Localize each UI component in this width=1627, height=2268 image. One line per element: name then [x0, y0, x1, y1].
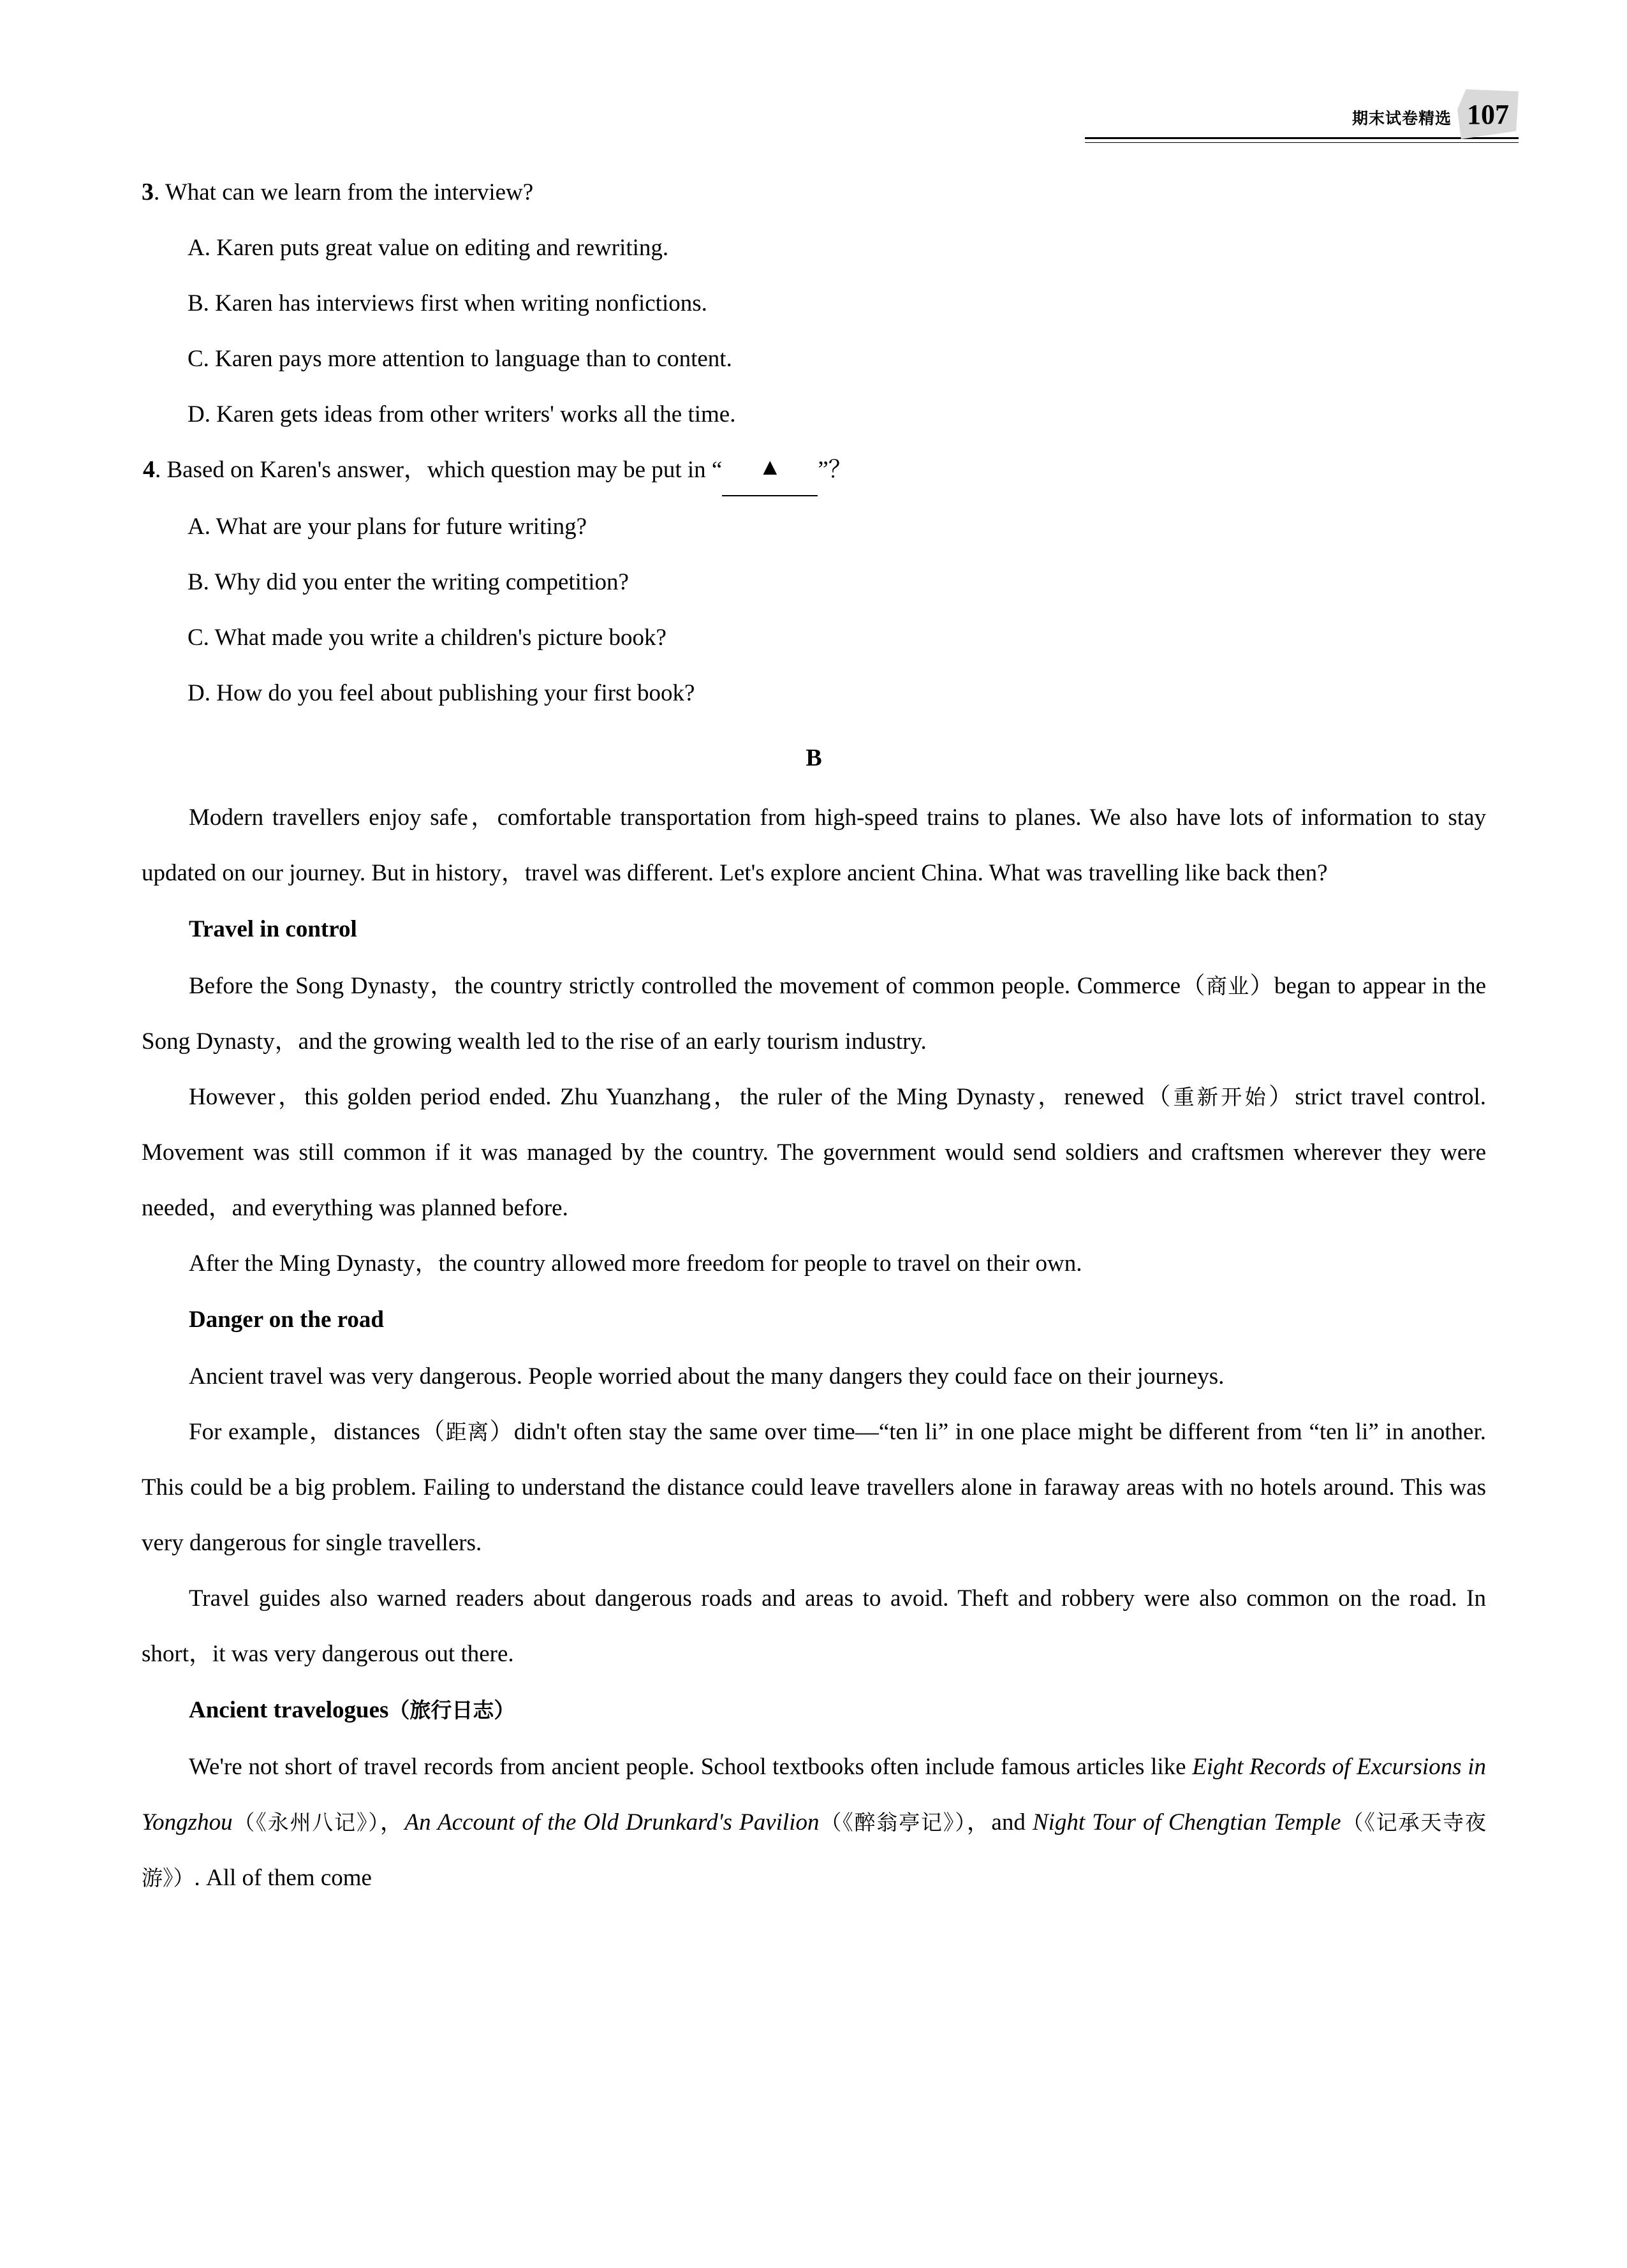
- question-3-number: 3: [142, 179, 154, 205]
- book-title-2-cn: （《醉翁亭记》）: [819, 1810, 967, 1835]
- paragraph-danger-2-part2: ）didn't often stay the same over time—“ten li” in one place might be different from “ten li” in another. This could be a big problem. Failing to understand the distance could leave travellers alone in faraway areas with no hotels around. This was very dangerous for single travellers.: [142, 1419, 1486, 1556]
- book-title-1: Eight Records of Excursions in Yongzhou: [142, 1754, 1487, 1835]
- paragraph-control-1-part2: ）began to appear in the Song Dynasty，and the growing wealth led to the rise of an early tourism industry.: [142, 973, 1487, 1055]
- page-number-badge: [1457, 89, 1519, 139]
- paragraph-control-2-part2: ）strict travel control. Movement was still common if it was managed by the country. The government would send soldiers and craftsmen wherever they were needed，and everything was planned before.: [142, 1084, 1486, 1221]
- answer-blank: ▲: [722, 440, 818, 496]
- header-rule-thin: [1085, 142, 1519, 143]
- paragraph-control-2: [142, 1069, 1486, 1236]
- question-3-text: . What can we learn from the interview?: [154, 179, 534, 205]
- paragraph-control-1: [142, 958, 1486, 1069]
- page-header: [1085, 77, 1519, 147]
- question-3-option-b: B. Karen has interviews first when writing nonfictions.: [188, 290, 707, 316]
- book-title-3: Night Tour of Chengtian Temple: [1032, 1809, 1341, 1835]
- subheading-ancient-travelogues: [142, 1682, 1486, 1739]
- section-letter: B: [806, 745, 822, 771]
- subheading-danger-on-the-road: Danger on the road: [189, 1307, 384, 1333]
- question-4-option-a: A. What are your plans for future writing?: [188, 514, 587, 540]
- header-rule-thick: [1085, 137, 1519, 139]
- paragraph-danger-3: Travel guides also warned readers about dangerous roads and areas to avoid. Theft and robbery were also common on the road. In short，it was very dangerous out there.: [142, 1585, 1486, 1667]
- travelogues-text-1: We're not short of travel records from ancient people. School textbooks often include famous articles like: [189, 1754, 1193, 1780]
- travelogues-text-3: ，and: [966, 1809, 1033, 1835]
- paragraph-danger-1: Ancient travel was very dangerous. People worried about the many dangers they could face on their journeys.: [189, 1363, 1225, 1390]
- question-4-text-after: ”？: [818, 457, 852, 483]
- book-title-1-cn: （《永州八记》）: [232, 1810, 380, 1835]
- paragraph-control-3: After the Ming Dynasty，the country allowed more freedom for people to travel on their own.: [189, 1250, 1082, 1277]
- question-4-option-b: B. Why did you enter the writing competition?: [188, 569, 629, 595]
- question-3-option-c: C. Karen pays more attention to language than to content.: [188, 346, 732, 372]
- subheading-travelogues-en: Ancient travelogues: [189, 1697, 389, 1723]
- question-4-option-c: C. What made you write a children's picture book?: [188, 625, 666, 651]
- question-4-number: 4: [143, 456, 155, 483]
- question-4-option-d: D. How do you feel about publishing your first book?: [188, 680, 695, 706]
- gloss-distances-cn: 距离: [445, 1419, 490, 1444]
- paragraph-control-1-part1: Before the Song Dynasty，the country strictly controlled the movement of common people. Commerce（: [189, 973, 1206, 999]
- question-4-text-before: . Based on Karen's answer，which question may be put in “: [155, 457, 723, 483]
- subheading-travel-in-control: Travel in control: [189, 916, 357, 942]
- paragraph-travelogues-1: [142, 1739, 1486, 1906]
- page-number: 107: [1467, 99, 1509, 130]
- paragraph-danger-2-part1: For example，distances（: [189, 1419, 446, 1445]
- travelogues-text-4: . All of them come: [194, 1865, 372, 1891]
- paragraph-control-2-part1: However，this golden period ended. Zhu Yuanzhang，the ruler of the Ming Dynasty，renewed（: [189, 1084, 1174, 1110]
- question-3-option-a: A. Karen puts great value on editing and rewriting.: [188, 235, 669, 261]
- gloss-renewed-cn: 重新开始: [1173, 1085, 1269, 1109]
- book-title-2: An Account of the Old Drunkard's Pavilion: [404, 1809, 820, 1835]
- section-intro-paragraph: Modern travellers enjoy safe，comfortable transportation from high-speed trains to planes. We also have lots of information to stay updated on our journey. But in history，travel was different. Let's explore ancient China. What was travelling like back then?: [142, 804, 1486, 886]
- travelogues-text-2: ，: [379, 1809, 405, 1835]
- question-3-stem: [142, 165, 1486, 220]
- gloss-commerce-cn: 商业: [1205, 974, 1250, 998]
- question-3-option-d: D. Karen gets ideas from other writers' works all the time.: [188, 401, 736, 427]
- header-title: 期末试卷精选: [1351, 109, 1452, 128]
- document-content: [142, 165, 1486, 1906]
- paragraph-danger-2: [142, 1404, 1486, 1571]
- question-4-stem: [142, 442, 1486, 499]
- book-title-3-cn: （《记承天寺夜游》）: [142, 1810, 1487, 1890]
- subheading-travelogues-cn: （旅行日志）: [388, 1698, 515, 1723]
